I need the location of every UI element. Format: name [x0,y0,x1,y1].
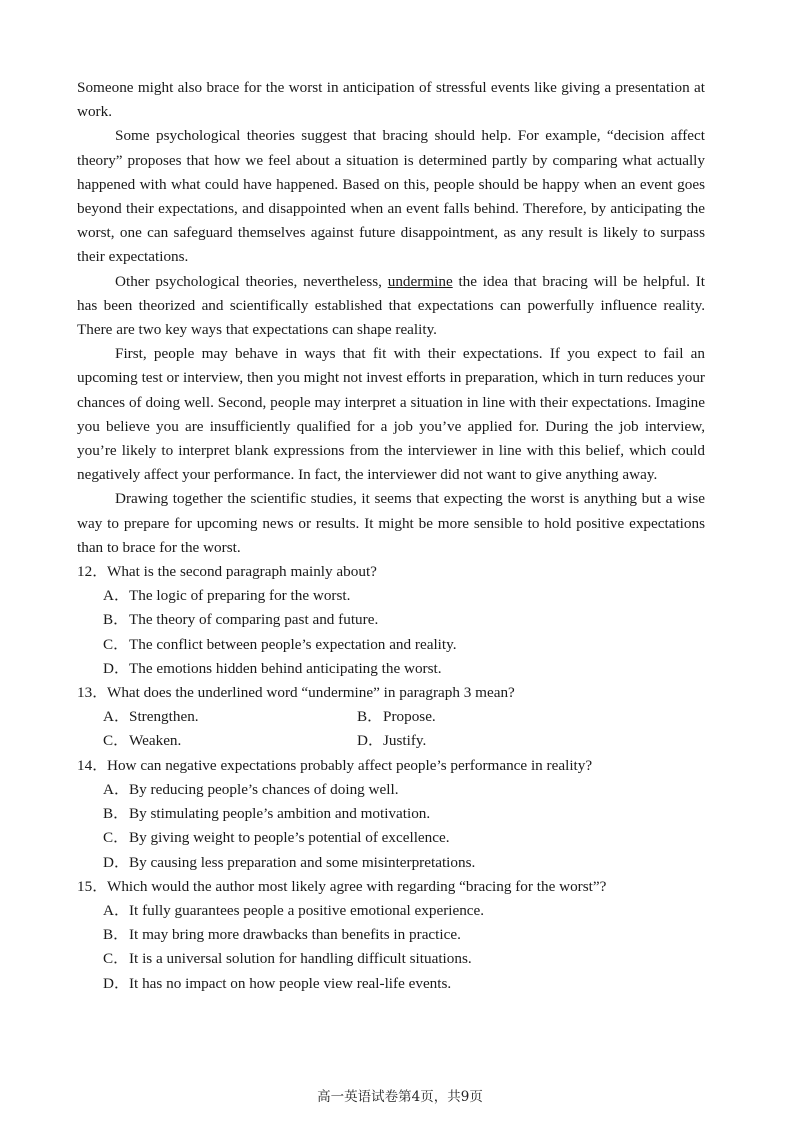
question-13 [77,681,705,754]
passage-paragraph-3 [77,270,705,343]
question-number: 12． [77,563,108,581]
question-number: 13． [77,684,108,702]
option-d [77,657,705,681]
option-letter: B． [103,611,129,629]
option-d [357,729,611,753]
option-text: It may bring more drawbacks than benefits in practice. [129,926,461,944]
option-d [77,972,705,996]
question-text: Which would the author most likely agree with regarding “bracing for the worst”? [107,877,607,895]
option-b [77,608,705,632]
question-text: What is the second paragraph mainly about? [107,563,377,581]
option-text: The emotions hidden behind anticipating the worst. [129,659,442,677]
option-letter: D． [103,659,130,677]
option-text: By stimulating people’s ambition and motivation. [129,805,431,823]
option-d [77,851,705,875]
option-text: By causing less preparation and some misinterpretations. [129,853,476,871]
option-text: Justify. [383,732,427,750]
option-letter: C． [103,635,129,653]
option-b [77,923,705,947]
option-text: The conflict between people’s expectation and reality. [129,635,457,653]
option-text: Weaken. [129,732,182,750]
question-number: 15． [77,877,108,895]
passage-paragraph-2: Some psychological theories suggest that bracing should help. For example, “decision affect theory” proposes that how we feel about a situation is determined partly by comparing what actually happened with what could have happened. Based on this, people should be happy when an event goes beyond their expectations, and disappointed when an event falls behind. Therefore, by anticipating the worst, one can safeguard themselves against future disappointment, as any result is likely to surpass their expectations. [77,127,705,266]
paragraph-3-text-before: Other psychological theories, nevertheless, [115,272,388,290]
option-text: The theory of comparing past and future. [129,611,379,629]
option-text: Strengthen. [129,708,199,726]
question-text: What does the underlined word “undermine” in paragraph 3 mean? [107,684,515,702]
question-14 [77,754,705,875]
option-a [77,778,705,802]
question-stem [77,875,705,899]
option-c [77,947,705,971]
question-stem [77,754,705,778]
option-text: Propose. [383,708,436,726]
reading-passage [77,76,705,560]
option-letter: B． [357,708,383,726]
option-row [77,705,705,729]
option-text: It is a universal solution for handling difficult situations. [129,950,472,968]
option-letter: C． [103,829,129,847]
option-b [357,705,611,729]
exam-page [77,76,705,996]
option-row [77,729,705,753]
option-letter: D． [103,974,130,992]
question-stem [77,560,705,584]
passage-paragraph-5: Drawing together the scientific studies, it seems that expecting the worst is anything but a wise way to prepare for upcoming news or results. It might be more sensible to hold positive expectations than to brace for the worst. [77,490,705,556]
option-c [77,633,705,657]
option-c [77,826,705,850]
passage-paragraph-4: First, people may behave in ways that fit with their expectations. If you expect to fail an upcoming test or interview, then you might not invest efforts in preparation, which in turn reduces your chances of doing well. Second, people may interpret a situation in line with their expectations. Imagine you believe you are insufficiently qualified for a job you’ve applied for. During the job interview, you’re likely to interpret blank expressions from the interviewer in line with this belief, which could negatively affect your performance. In fact, the interviewer did not want to give anything away. [77,345,705,484]
page-footer: 高一英语试卷第4页，共9页 [317,1089,483,1105]
option-a [77,584,705,608]
option-c [103,729,357,753]
question-stem [77,681,705,705]
option-letter: C． [103,950,129,968]
option-letter: A． [103,780,130,798]
paragraph-3-text-after: the idea that bracing will be helpful. It has been theorized and scientifically established that expectations can powerfully influence reality. There are two key ways that expectations can shape reality. [77,272,706,339]
option-letter: D． [357,732,384,750]
question-15 [77,875,705,996]
option-letter: A． [103,587,130,605]
option-text: It has no impact on how people view real-life events. [129,974,452,992]
option-text: The logic of preparing for the worst. [129,587,351,605]
question-number: 14． [77,756,108,774]
option-a [103,705,357,729]
option-text: It fully guarantees people a positive emotional experience. [129,901,485,919]
question-text: How can negative expectations probably affect people’s performance in reality? [107,756,593,774]
option-letter: D． [103,853,130,871]
option-letter: A． [103,708,130,726]
option-text: By giving weight to people’s potential of excellence. [129,829,450,847]
option-b [77,802,705,826]
passage-paragraph-1: Someone might also brace for the worst in anticipation of stressful events like giving a presentation at work. [77,79,705,121]
option-letter: A． [103,901,130,919]
question-12 [77,560,705,681]
option-letter: B． [103,926,129,944]
option-letter: B． [103,805,129,823]
option-letter: C． [103,732,129,750]
option-text: By reducing people’s chances of doing well. [129,780,399,798]
underlined-word: undermine [387,272,453,290]
option-a [77,899,705,923]
